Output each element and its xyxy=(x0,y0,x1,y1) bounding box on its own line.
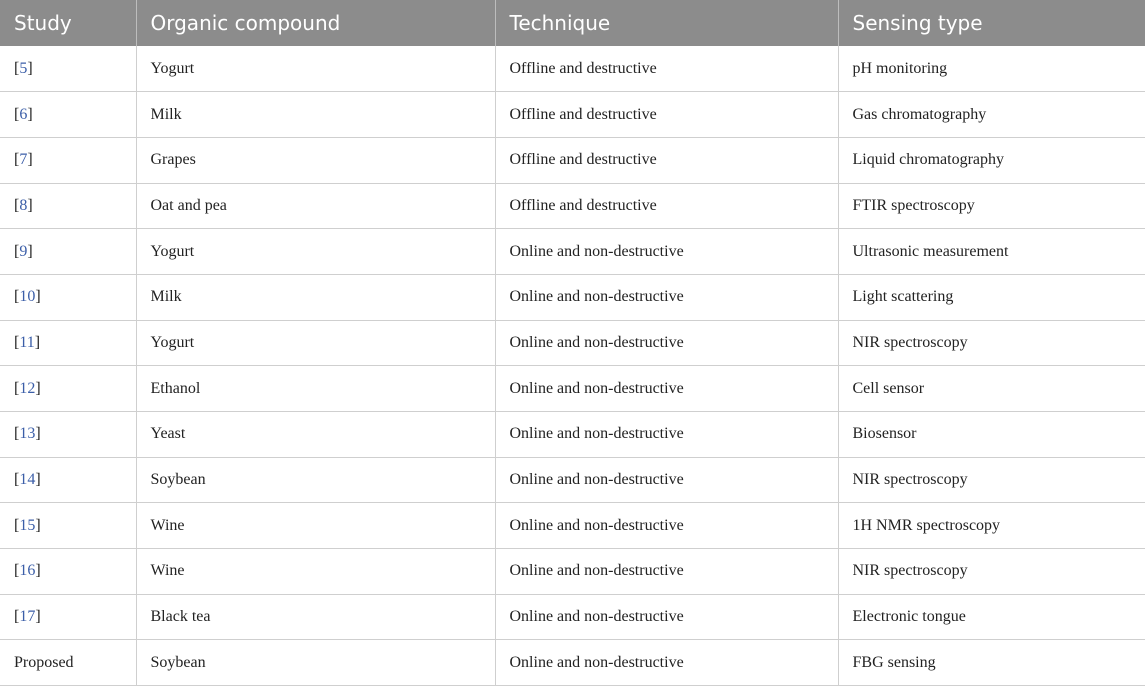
sensing-cell: Liquid chromatography xyxy=(838,137,1145,183)
sensing-cell: NIR spectroscopy xyxy=(838,457,1145,503)
reference-link[interactable]: 17 xyxy=(19,608,36,626)
compound-cell: Black tea xyxy=(136,594,495,640)
technique-cell: Online and non-destructive xyxy=(495,503,838,549)
compound-cell: Wine xyxy=(136,549,495,595)
study-cell: [16] xyxy=(0,549,136,595)
technique-cell: Offline and destructive xyxy=(495,137,838,183)
table-row xyxy=(0,92,1145,138)
reference-link[interactable]: 14 xyxy=(19,471,36,489)
header-organic-compound: Organic compound xyxy=(136,0,495,46)
study-cell: [14] xyxy=(0,457,136,503)
table-row xyxy=(0,503,1145,549)
technique-cell: Online and non-destructive xyxy=(495,640,838,686)
technique-cell: Online and non-destructive xyxy=(495,320,838,366)
compound-cell: Grapes xyxy=(136,137,495,183)
table-row xyxy=(0,457,1145,503)
reference-link[interactable]: 9 xyxy=(19,242,28,260)
sensing-cell: NIR spectroscopy xyxy=(838,549,1145,595)
study-cell: [10] xyxy=(0,274,136,320)
technique-cell: Online and non-destructive xyxy=(495,274,838,320)
technique-cell: Online and non-destructive xyxy=(495,549,838,595)
compound-cell: Oat and pea xyxy=(136,183,495,229)
table-row xyxy=(0,412,1145,458)
study-cell: [15] xyxy=(0,503,136,549)
reference-link[interactable]: 13 xyxy=(19,425,36,443)
compound-cell: Wine xyxy=(136,503,495,549)
study-cell: [7] xyxy=(0,137,136,183)
compound-cell: Yogurt xyxy=(136,46,495,92)
study-cell: [12] xyxy=(0,366,136,412)
compound-cell: Yogurt xyxy=(136,229,495,275)
header-technique: Technique xyxy=(495,0,838,46)
table-row xyxy=(0,320,1145,366)
reference-link[interactable]: 16 xyxy=(19,562,36,580)
reference-link[interactable]: 7 xyxy=(19,151,28,169)
sensing-cell: Ultrasonic measurement xyxy=(838,229,1145,275)
compound-cell: Yogurt xyxy=(136,320,495,366)
study-cell: [17] xyxy=(0,594,136,640)
table-row xyxy=(0,229,1145,275)
reference-link[interactable]: 15 xyxy=(19,516,36,534)
table-row-proposed xyxy=(0,640,1145,686)
table-row xyxy=(0,549,1145,595)
sensing-cell: FTIR spectroscopy xyxy=(838,183,1145,229)
reference-link[interactable]: 8 xyxy=(19,196,28,214)
table-row xyxy=(0,366,1145,412)
sensing-cell: Electronic tongue xyxy=(838,594,1145,640)
compound-cell: Milk xyxy=(136,92,495,138)
compound-cell: Ethanol xyxy=(136,366,495,412)
reference-link[interactable]: 6 xyxy=(19,105,28,123)
header-row xyxy=(0,0,1145,46)
compound-cell: Soybean xyxy=(136,640,495,686)
study-cell: [5] xyxy=(0,46,136,92)
sensing-cell: 1H NMR spectroscopy xyxy=(838,503,1145,549)
reference-link[interactable]: 11 xyxy=(19,333,35,351)
table-row xyxy=(0,274,1145,320)
technique-cell: Online and non-destructive xyxy=(495,412,838,458)
study-cell: [9] xyxy=(0,229,136,275)
table-row xyxy=(0,46,1145,92)
technique-cell: Offline and destructive xyxy=(495,183,838,229)
table-row xyxy=(0,137,1145,183)
technique-cell: Offline and destructive xyxy=(495,92,838,138)
sensing-cell: NIR spectroscopy xyxy=(838,320,1145,366)
reference-link[interactable]: 12 xyxy=(19,379,36,397)
table-body xyxy=(0,46,1145,686)
reference-link[interactable]: 5 xyxy=(19,59,28,77)
sensing-cell: pH monitoring xyxy=(838,46,1145,92)
study-cell: [13] xyxy=(0,412,136,458)
compound-cell: Soybean xyxy=(136,457,495,503)
study-cell: [11] xyxy=(0,320,136,366)
reference-link[interactable]: 10 xyxy=(19,288,36,306)
table-row xyxy=(0,594,1145,640)
study-cell: [6] xyxy=(0,92,136,138)
table-row xyxy=(0,183,1145,229)
technique-cell: Online and non-destructive xyxy=(495,229,838,275)
sensing-cell: Light scattering xyxy=(838,274,1145,320)
study-cell: [8] xyxy=(0,183,136,229)
sensing-cell: Gas chromatography xyxy=(838,92,1145,138)
technique-cell: Online and non-destructive xyxy=(495,366,838,412)
sensing-cell: Cell sensor xyxy=(838,366,1145,412)
study-cell: Proposed xyxy=(0,640,136,686)
technique-cell: Offline and destructive xyxy=(495,46,838,92)
compound-cell: Milk xyxy=(136,274,495,320)
header-sensing-type: Sensing type xyxy=(838,0,1145,46)
technique-cell: Online and non-destructive xyxy=(495,457,838,503)
technique-cell: Online and non-destructive xyxy=(495,594,838,640)
sensing-cell: Biosensor xyxy=(838,412,1145,458)
sensing-cell: FBG sensing xyxy=(838,640,1145,686)
header-study: Study xyxy=(0,0,136,46)
compound-cell: Yeast xyxy=(136,412,495,458)
